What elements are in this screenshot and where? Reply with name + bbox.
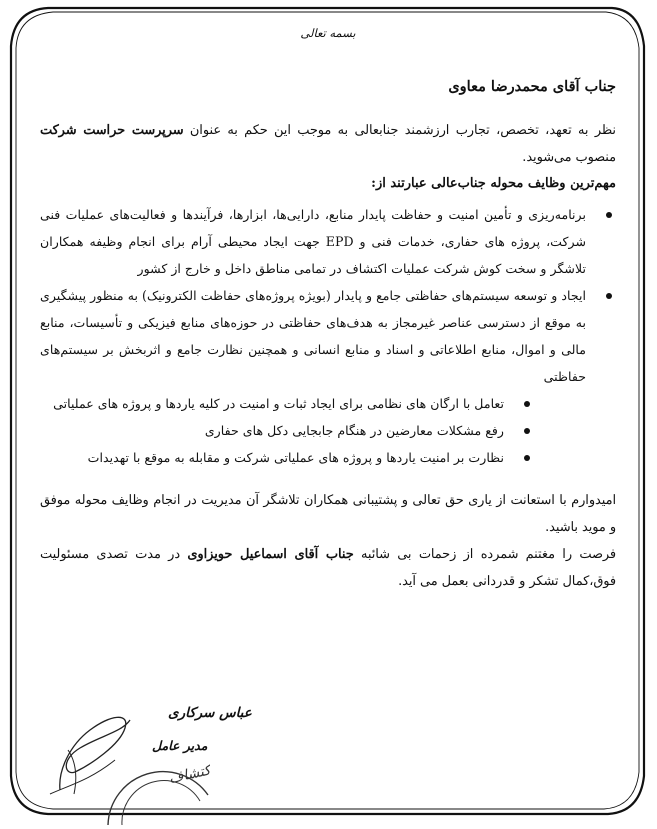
bullet-icon	[524, 455, 530, 461]
bullet-icon	[524, 401, 530, 407]
signatory-name: عباس سرکاری	[168, 705, 252, 721]
duty-item: برنامه‌ریزی و تأمین امنیت و حفاظت پایدار منابع، دارایی‌ها، ابزارها، فرآیندها و فعالیت‌های عملیات فنی شرکت، پروژه های حفاری، خدمات فنی و EPD جهت ایجاد محیطی آرام برای انجام وظیفه همکاران تلاشگر و سخت کوش شرکت عملیات اکتشاف در تمامی مناطق داخل و خارج از کشور	[40, 201, 616, 282]
duty-item: رفع مشکلات معارضین در هنگام جابجایی دکل های حفاری	[40, 417, 616, 444]
predecessor-name: جناب آقای اسماعیل حویزاوی	[187, 547, 354, 562]
seal-text: اکتشاف	[167, 761, 210, 787]
basmala: بسمه تعالی	[300, 26, 356, 40]
intro-text-end: منصوب می‌شوید.	[522, 150, 616, 165]
bullet-icon	[606, 212, 612, 218]
duties-title: مهم‌ترین وظایف محوله جناب‌عالی عبارتند از:	[371, 176, 616, 191]
closing-thanks: فرصت را مغتنم شمرده از زحمات بی شائبه جناب آقای اسماعیل حویزاوی در مدت تصدی مسئولیت فوق،کمال تشکر و قدردانی بعمل می آید.	[40, 547, 617, 589]
bullet-icon	[606, 293, 612, 299]
signatory-title: مدیر عامل	[152, 738, 208, 753]
duty-item: نظارت بر امنیت یاردها و پروژه های عملیاتی شرکت و مقابله به موقع با تهدیدات	[40, 444, 616, 471]
duties-list	[40, 201, 616, 471]
position-title: سرپرست حراست شرکت	[40, 123, 184, 138]
letter-body	[40, 26, 616, 595]
intro-text: نظر به تعهد، تخصص، تجارب ارزشمند جنابعالی به موجب این حکم به عنوان	[183, 123, 616, 138]
duty-item: تعامل با ارگان های نظامی برای ایجاد ثبات و امنیت در کلیه یاردها و پروژه های عملیاتی	[40, 390, 616, 417]
closing-hope: امیدوارم با استعانت از یاری حق تعالی و پشتیبانی همکاران تلاشگر آن مدیریت در انجام وظایف محوله موفق و موید باشید.	[40, 493, 616, 535]
bullet-icon	[524, 428, 530, 434]
addressee: جناب آقای محمدرضا معاوی	[448, 78, 616, 95]
appointment-paragraph	[40, 117, 616, 171]
duty-item: ایجاد و توسعه سیستم‌های حفاظتی جامع و پایدار (بویژه پروژه‌های حفاظت الکترونیک) به منظور پیشگیری به موقع از دسترسی عناصر غیرمجاز به هدف‌های حفاظتی در حوزه‌های منابع فیزیکی و تأسیسات، منابع مالی و اموال، منابع اطلاعاتی و اسناد و منابع انسانی و همچنین نظارت جامع و اثربخش بر سیستم‌های حفاظتی	[40, 282, 616, 390]
